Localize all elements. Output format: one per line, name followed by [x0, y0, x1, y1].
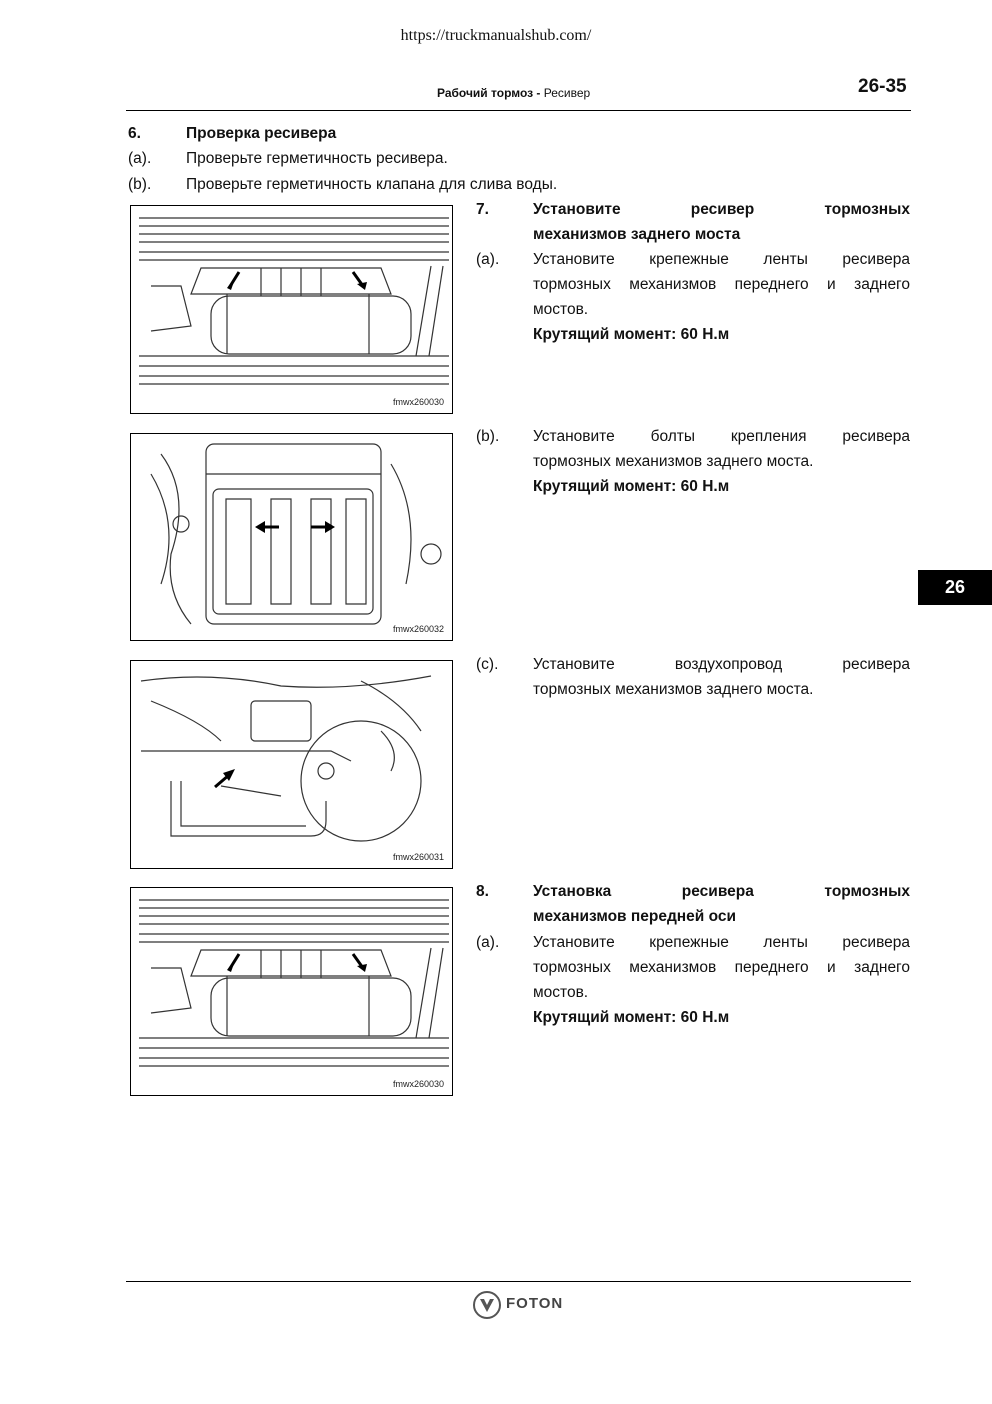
torque-spec: Крутящий момент: 60 Н.м	[533, 326, 730, 343]
section-7-number: 7.	[476, 201, 489, 218]
page-number: 26-35	[858, 76, 907, 97]
section-8-number: 8.	[476, 883, 489, 900]
receiver-straps-drawing	[131, 206, 453, 414]
step-text: Проверьте герметичность клапана для слива воды.	[186, 176, 558, 193]
step-text-line: тормозных механизмов заднего моста.	[533, 681, 814, 698]
running-header	[437, 86, 590, 100]
step-number: (a).	[128, 150, 152, 167]
figure-receiver-straps	[130, 205, 453, 414]
section-8-title-line2: механизмов передней оси	[533, 908, 737, 925]
torque-spec: Крутящий момент: 60 Н.м	[533, 478, 730, 495]
step-text-line: мостов.	[533, 301, 589, 318]
step-number: (b).	[128, 176, 152, 193]
chapter-tab: 26	[918, 570, 992, 605]
header-title-bold: Рабочий тормоз -	[437, 86, 541, 100]
step-text-line: Установите воздухопровод ресивера	[533, 656, 910, 673]
section-6-number: 6.	[128, 125, 141, 142]
footer-divider	[126, 1281, 911, 1282]
foton-logo	[473, 1290, 573, 1320]
step-text-line: тормозных механизмов переднего и заднего	[533, 276, 910, 293]
figure-label: fmwx260031	[392, 852, 444, 862]
torque-spec: Крутящий момент: 60 Н.м	[533, 1009, 730, 1026]
header-title-rest: Ресивер	[540, 86, 591, 100]
figure-front-receiver-straps	[130, 887, 453, 1096]
section-6-title: Проверка ресивера	[186, 125, 337, 142]
step-text-line: Установите крепежные ленты ресивера	[533, 934, 910, 951]
front-receiver-straps-drawing	[131, 888, 453, 1096]
receiver-bolts-drawing	[131, 434, 453, 641]
figure-receiver-bolts	[130, 433, 453, 641]
step-text-line: тормозных механизмов заднего моста.	[533, 453, 814, 470]
figure-label: fmwx260030	[392, 397, 444, 407]
step-text-line: Установите болты крепления ресивера	[533, 428, 910, 445]
figure-label: fmwx260030	[392, 1079, 444, 1089]
figure-air-line	[130, 660, 453, 869]
step-number: (b).	[476, 428, 500, 445]
step-number: (a).	[476, 934, 500, 951]
step-text-line: мостов.	[533, 984, 589, 1001]
step-number: (c).	[476, 656, 499, 673]
source-url[interactable]: https://truckmanualshub.com/	[400, 27, 592, 44]
header-divider	[126, 110, 911, 111]
step-text: Проверьте герметичность ресивера.	[186, 150, 448, 167]
step-text-line: тормозных механизмов переднего и заднего	[533, 959, 910, 976]
section-7-title-line2: механизмов заднего моста	[533, 226, 741, 243]
section-7-title-line1: Установите ресивер тормозных	[533, 201, 910, 218]
air-line-drawing	[131, 661, 453, 869]
step-number: (a).	[476, 251, 500, 268]
foton-wordmark: FOTON	[506, 1295, 564, 1312]
section-8-title-line1: Установка ресивера тормозных	[533, 883, 910, 900]
step-text-line: Установите крепежные ленты ресивера	[533, 251, 910, 268]
figure-label: fmwx260032	[392, 624, 444, 634]
